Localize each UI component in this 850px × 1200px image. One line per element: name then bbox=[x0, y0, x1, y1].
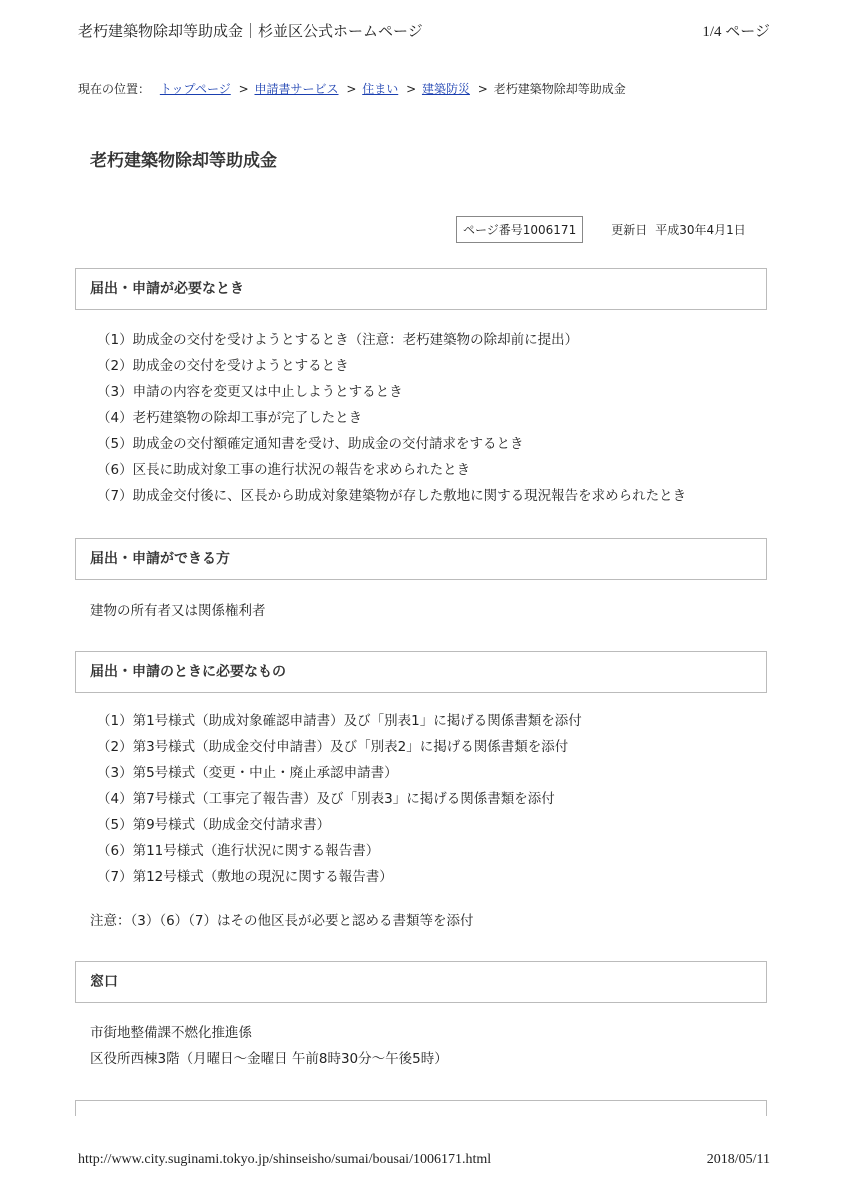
section-heading-contact: 窓口 bbox=[75, 961, 767, 1003]
updated-date: 平成30年4月1日 bbox=[655, 223, 746, 237]
breadcrumb-label: 現在の位置： bbox=[78, 82, 151, 96]
list-item: （5）第9号様式（助成金交付請求書） bbox=[97, 817, 331, 833]
list-item: （7）第12号様式（敷地の現況に関する報告書） bbox=[97, 869, 393, 885]
list-item: （5）助成金の交付額確定通知書を受け、助成金の交付請求をするとき bbox=[97, 436, 524, 452]
print-page-number: 1/4 ページ bbox=[702, 24, 770, 40]
section-heading-required: 届出・申請のときに必要なもの bbox=[75, 651, 767, 693]
list-item: （4）老朽建築物の除却工事が完了したとき bbox=[97, 410, 363, 426]
breadcrumb-link-housing[interactable]: 住まい bbox=[362, 82, 399, 96]
print-header-title: 老朽建築物除却等助成金｜杉並区公式ホームページ bbox=[78, 22, 423, 40]
who-text: 建物の所有者又は関係権利者 bbox=[90, 603, 266, 619]
breadcrumb-link-disaster[interactable]: 建築防災 bbox=[421, 82, 470, 96]
section-heading-when: 届出・申請が必要なとき bbox=[75, 268, 767, 310]
list-item: （1）第1号様式（助成対象確認申請書）及び「別表1」に掲げる関係書類を添付 bbox=[97, 713, 582, 729]
list-item: （6）区長に助成対象工事の進行状況の報告を求められたとき bbox=[97, 462, 471, 478]
list-item: （4）第7号様式（工事完了報告書）及び「別表3」に掲げる関係書類を添付 bbox=[97, 791, 555, 807]
list-item: （3）申請の内容を変更又は中止しようとするとき bbox=[97, 384, 403, 400]
breadcrumb-separator: > bbox=[238, 82, 249, 96]
list-item: （3）第5号様式（変更・中止・廃止承認申請書） bbox=[97, 765, 398, 781]
page-meta bbox=[456, 216, 746, 243]
required-list bbox=[97, 708, 582, 890]
breadcrumb-separator: > bbox=[346, 82, 357, 96]
breadcrumb-current: 老朽建築物除却等助成金 bbox=[493, 82, 626, 96]
list-item: （7）助成金交付後に、区長から助成対象建築物が存した敷地に関する現況報告を求められたとき bbox=[97, 488, 687, 504]
section-heading-who: 届出・申請ができる方 bbox=[75, 538, 767, 580]
list-item: （2）助成金の交付を受けようとするとき bbox=[97, 358, 349, 374]
list-item: （1）助成金の交付を受けようとするとき（注意：老朽建築物の除却前に提出） bbox=[97, 332, 579, 348]
section-box-partial bbox=[75, 1100, 767, 1116]
when-list bbox=[97, 327, 686, 509]
list-item: （6）第11号様式（進行状況に関する報告書） bbox=[97, 843, 380, 859]
breadcrumb bbox=[78, 80, 626, 97]
breadcrumb-separator: > bbox=[406, 82, 417, 96]
breadcrumb-separator: > bbox=[477, 82, 488, 96]
contact-location-hours: 区役所西棟3階（月曜日～金曜日 午前8時30分～午後5時） bbox=[90, 1051, 448, 1067]
print-footer-date: 2018/05/11 bbox=[706, 1152, 770, 1167]
updated-label: 更新日 bbox=[611, 223, 648, 237]
page-title: 老朽建築物除却等助成金 bbox=[90, 151, 277, 171]
list-item: （2）第3号様式（助成金交付申請書）及び「別表2」に掲げる関係書類を添付 bbox=[97, 739, 569, 755]
print-footer-url: http://www.city.suginami.tokyo.jp/shinseisho/sumai/bousai/1006171.html bbox=[78, 1152, 492, 1167]
breadcrumb-link-top[interactable]: トップページ bbox=[159, 82, 231, 96]
contact-department: 市街地整備課不燃化推進係 bbox=[90, 1025, 252, 1041]
page-number-badge: ページ番号1006171 bbox=[456, 216, 583, 243]
required-note: 注意：（3）（6）（7）はその他区長が必要と認める書類等を添付 bbox=[90, 913, 474, 929]
breadcrumb-link-application[interactable]: 申請書サービス bbox=[254, 82, 339, 96]
